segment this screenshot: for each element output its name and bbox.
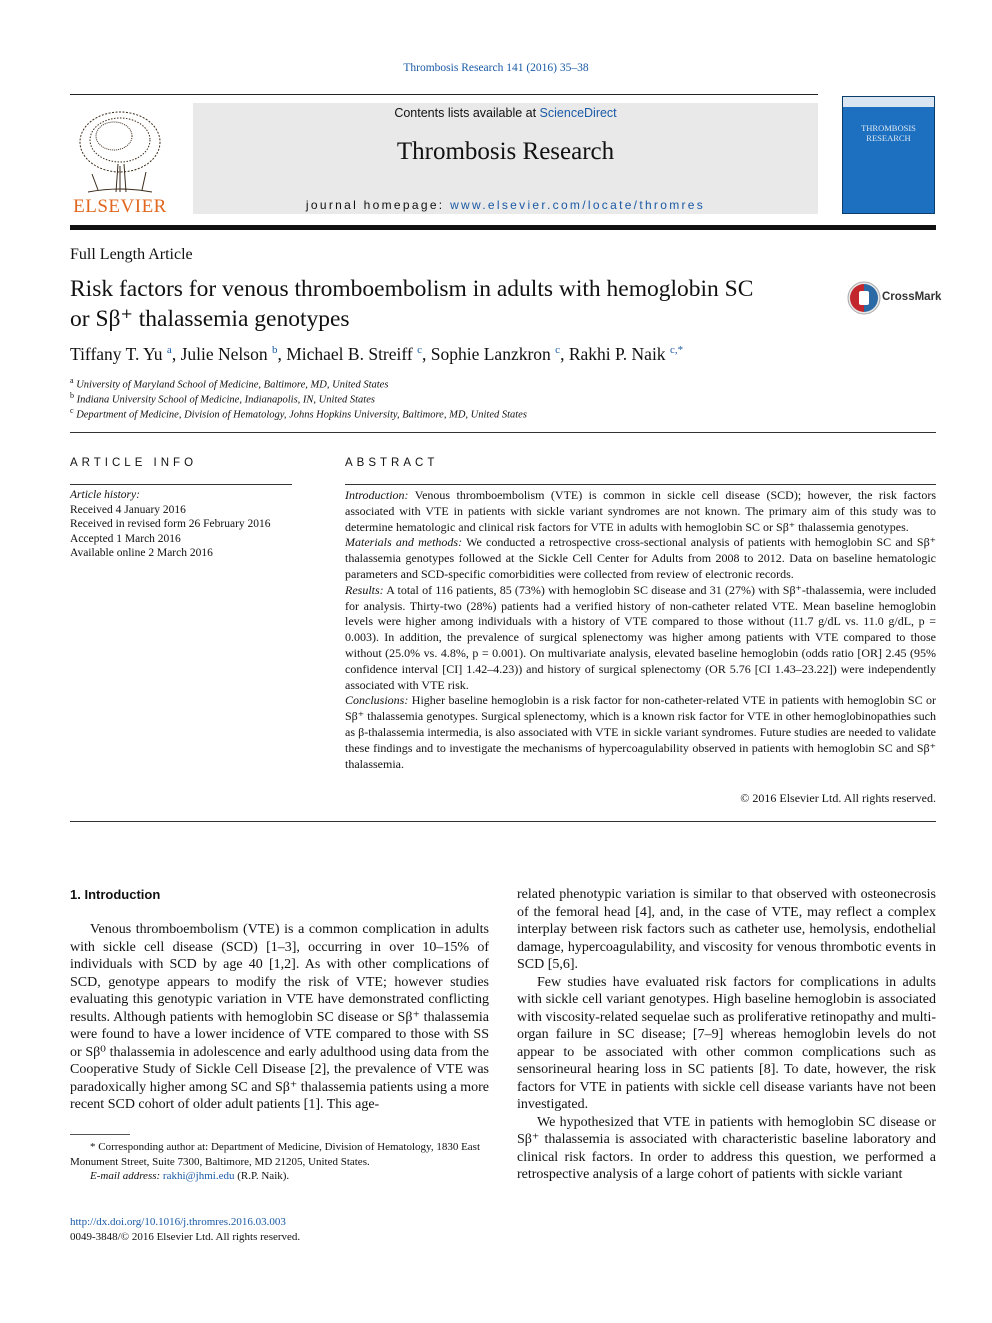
body-column-left [70,921,489,1114]
affiliation [70,391,375,406]
journal-citation[interactable]: Thrombosis Research 141 (2016) 35–38 [403,62,589,74]
cover-title: THROMBOSIS RESEARCH [861,123,916,143]
body-paragraph: related phenotypic variation is similar to that observed with osteonecrosis of the femoral head [4], and, in the case of VTE, may reflect a complex interplay between risk factors such as catheter use, hemolysis, endothelial damage, hypercoagulability, and viscosity for venous thrombotic events in SCD [5,6]. [517,887,936,972]
homepage-link[interactable]: www.elsevier.com/locate/thromres [450,198,706,212]
elsevier-wordmark: ELSEVIER [73,196,167,217]
author-name[interactable]: Julie Nelson [180,344,268,364]
article-info-rule [70,484,292,485]
body-paragraph: Few studies have evaluated risk factors for complications in adults with sickle cell variant genotypes. High baseline hemoglobin is associated with viscosity-related sequelae such as proliferative retinopathy and multi-organ failure in SC disease; [7–9] whereas hemoglobin levels do not appear to be associated with other common complications such as sensorineural hearing loss in SC patients [8]. To date, however, the risk factors for VTE in patients with sickle cell disease variants have not been investigated. [517,974,936,1112]
history-item: Received in revised form 26 February 2016 [70,518,271,530]
article-history [70,488,271,561]
contents-prefix: Contents lists available at [394,106,540,120]
header-top-rule [70,94,818,95]
footnote-rule [70,1134,130,1135]
header-bottom-rule [70,225,936,230]
author-affil-mark[interactable]: c,* [669,344,684,357]
abstract-paragraph [345,535,936,582]
affiliation-divider [70,432,936,433]
article-title [70,274,830,334]
abstract-section-label: Introduction: [345,488,409,502]
title-line-2: or Sβ⁺ thalassemia genotypes [70,306,350,332]
journal-homepage [193,198,818,212]
history-label: Article history: [70,489,140,501]
body-paragraph: Venous thromboembolism (VTE) is a common complication in adults with sickle cell disease (SCD) [1–3], occurring in over 10–15% of individuals with SCD by age 40 [1,2]. As with other complications of SCD, genotype appears to modify the risk of VTE; however studies evaluating this genotypic variation in VTE have demonstrated conflicting results. Although patients with hemoglobin SC disease or Sβ⁺ thalassemia were found to have a lower incidence of VTE compared to those with SS or Sβ⁰ thalassemia in adolescence and early adulthood using data from the Cooperative Study of Sickle Cell Disease [2], the prevalence of VTE was paradoxically higher among SC and Sβ⁺ thalassemia patients using a more recent SCD cohort of older adult patients [1]. This age- [70,922,489,1112]
history-item: Available online 2 March 2016 [70,547,213,559]
abstract-paragraph [345,488,936,535]
cover-top-strip [843,97,934,107]
footnote-email-line [70,1169,490,1184]
history-item: Accepted 1 March 2016 [70,532,181,545]
journal-title: Thrombosis Research [396,138,615,165]
abstract-section-text: We conducted a retrospective cross-sectional analysis of patients with hemoglobin SC and Sβ⁺ thalassemia genotypes followed at the Sickle Cell Center for Adults from 2008 to 2012. Data on baseline hematologic parameters and SCD-specific comorbidities were collected from review of electronic records. [345,535,937,581]
body-column-right [517,886,936,1184]
title-line-1: Risk factors for venous thromboembolism in adults with hemoglobin SC [70,276,754,302]
sciencedirect-link[interactable]: ScienceDirect [539,106,617,120]
abstract-rule [345,484,936,485]
author-name[interactable]: Rakhi P. Naik [568,344,666,364]
author-name[interactable]: Sophie Lanzkron [430,344,551,364]
article-type: Full Length Article [70,246,193,263]
history-item: Received 4 January 2016 [70,503,186,516]
abstract-section-label: Conclusions: [345,693,409,708]
issn-copyright: 0049-3848/© 2016 Elsevier Ltd. All rights reserved. [70,1230,301,1243]
abstract-section-label: Results: [345,582,384,597]
affiliation-mark: a [70,376,74,385]
journal-cover-thumbnail[interactable] [842,96,935,214]
abstract-section-text: Higher baseline hemoglobin is a risk factor for non-catheter-related VTE in patients with hemoglobin SC or Sβ⁺ thalassemia genotypes. Surgical splenectomy, which is a known risk factor for VTE in other hemoglobinopathies such as β-thalassemia intermedia, is also associated with VTE in sickle variant syndromes. Future studies are needed to validate these findings and to investigate the mechanisms of hypercoagulability observed in patients with hemoglobin SC and Sβ⁺ thalassemia. [345,693,936,771]
section-heading-introduction: 1. Introduction [70,887,161,902]
email-label: E-mail address: [90,1170,163,1182]
body-paragraph: We hypothesized that VTE in patients with hemoglobin SC disease or Sβ⁺ thalassemia is associated with characteristic baseline laboratory and clinical risk factors. In order to address this question, we performed a retrospective analysis of a large cohort of patients with sickle variant [517,1114,936,1182]
abstract-heading: ABSTRACT [345,457,439,469]
affiliation-text: Department of Medicine, Division of Hematology, Johns Hopkins University, Baltimore, MD, United States [76,409,527,421]
affiliation [70,406,527,421]
affiliation [70,376,388,391]
abstract-copyright: © 2016 Elsevier Ltd. All rights reserved. [740,791,936,805]
author-affil-mark[interactable]: a [166,344,172,357]
author-list: Tiffany T. Yu $^a$, Julie Nelson $^b$, Michael B. Streiff $^c$, Sophie Lanzkron $^c$, Rakhi P. Naik $^{c,*}$ [70,344,684,364]
author-affil-mark[interactable]: c [417,344,422,357]
abstract-paragraph [345,583,936,694]
abstract-body [345,488,936,772]
homepage-prefix: journal homepage: [305,198,451,212]
contents-availability [193,106,818,120]
abstract-section-text: A total of 116 patients, 85 (73%) with hemoglobin SC disease and 31 (27%) with Sβ⁺-thalassemia, were included for analysis. Thirty-two (28%) patients had a verified history of non-catheter related VTE. Mean baseline hemoglobin levels were higher among individuals with a history of VTE compared to those without (11.7 g/dL vs. 11.0 g/dL, p = 0.003). In addition, the prevalence of surgical splenectomy was higher among patients with VTE compared to those without (25.0% vs. 4.8%, p = 0.001). On multivariate analysis, elevated baseline hemoglobin (odds ratio [OR] 2.45 (95% confidence interval [CI] 1.42–4.23)) and history of surgical splenectomy (OR 5.76 [CI 1.43–23.22]) were independently associated with VTE risk. [345,582,936,692]
author-affil-mark[interactable]: b [271,344,278,357]
abstract-section-text: Venous thromboembolism (VTE) is common in sickle cell disease (SCD); however, the risk factors associated with VTE in patients with sickle variant syndromes are not known. The primary aim of this study was to determine hematologic and clinical risk factors for VTE in adults with hemoglobin SC or Sβ⁺ thalassemia genotypes. [345,488,936,534]
doi-block [70,1215,300,1244]
abstract-divider [70,821,936,822]
crossmark-icon[interactable] [846,280,882,316]
affiliation-text: University of Maryland School of Medicine, Baltimore, MD, United States [76,379,389,391]
author-name[interactable]: Tiffany T. Yu [70,344,163,364]
author-name[interactable]: Michael B. Streiff [286,344,413,364]
affiliation-mark: c [70,406,74,415]
abstract-paragraph [345,693,936,772]
article-info-heading: ARTICLE INFO [70,457,198,469]
crossmark-label[interactable]: CrossMark [882,291,942,303]
email-suffix: (R.P. Naik). [234,1170,290,1182]
email-link[interactable]: rakhi@jhmi.edu [162,1170,235,1182]
footnote-corresponding: * Corresponding author at: Department of Medicine, Division of Hematology, 1830 East Monument Street, Suite 7300, Baltimore, MD 21205, United States. [70,1141,481,1168]
affiliation-text: Indiana University School of Medicine, Indianapolis, IN, United States [76,394,375,406]
author-affil-mark[interactable]: c [555,344,561,357]
abstract-section-label: Materials and methods: [345,535,463,550]
doi-link[interactable]: http://dx.doi.org/10.1016/j.thromres.2016.03.003 [70,1216,286,1228]
corresponding-author-footnote [70,1140,490,1184]
affiliation-mark: b [70,391,74,400]
